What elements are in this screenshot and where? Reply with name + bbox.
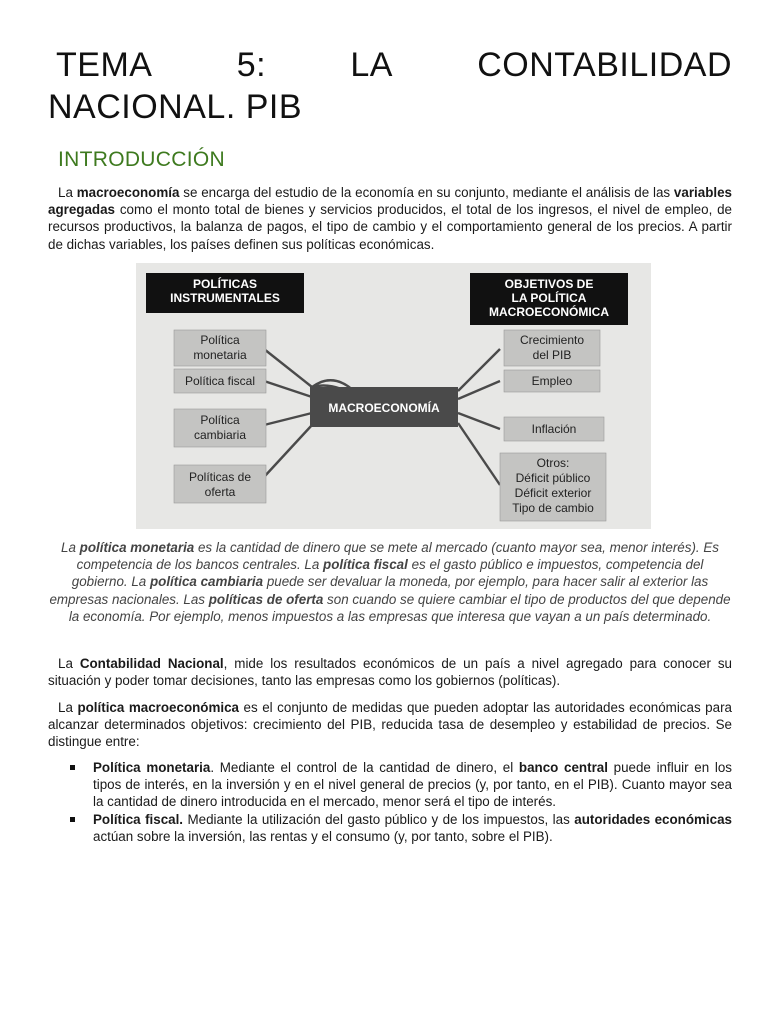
politica-macro-paragraph	[48, 699, 732, 751]
center-label: MACROECONOMÍA	[328, 401, 440, 415]
connector-line	[264, 349, 312, 387]
box-label: Crecimiento	[519, 333, 585, 347]
text-run: puede influir en los tipos de interés, en la inversión y en el nivel general de precios (y, por tanto, en el PIB). Cuanto mayor sea la cantidad de dinero introducida en el mercado, menor será el tipo de interés.	[93, 760, 732, 810]
text-run: se encarga del estudio de la economía en su conjunto, mediante el análisis de las	[179, 185, 674, 200]
list-item	[48, 759, 732, 811]
text-run: La	[58, 185, 77, 200]
bold-term: política fiscal	[323, 557, 408, 573]
text-run: . Mediante el control de la cantidad de dinero, el	[210, 760, 519, 775]
title-word: CONTABILIDAD	[477, 46, 732, 84]
contabilidad-paragraph	[48, 655, 732, 689]
text-run: Mediante la utilización del gasto público y de los impuestos, las	[183, 811, 575, 827]
box-label: Inflación	[531, 422, 577, 436]
bold-term: política cambiaria	[149, 574, 264, 590]
right-header-line: OBJETIVOS DE	[504, 277, 594, 291]
box-label: Política	[200, 333, 240, 347]
bold-term: Política monetaria	[93, 760, 211, 775]
connector-line	[264, 425, 312, 477]
text-run: La	[61, 540, 80, 555]
box-label: Otros:	[536, 456, 570, 470]
title-word: 5:	[236, 46, 267, 84]
box-label: Tipo de cambio	[512, 501, 594, 515]
box-label: monetaria	[193, 348, 247, 362]
title-word: TEMA	[56, 46, 153, 84]
text-run: es el conjunto de medidas que pueden adoptar las autoridades económicas para alcanzar determinados objetivos: crecimiento del PIB, reducida tasa de desempleo y estabilidad de precios. Se distingue entre:	[48, 700, 732, 750]
text-run: La	[58, 656, 80, 671]
intro-paragraph	[48, 184, 732, 253]
right-header-line: LA POLÍTICA	[511, 291, 587, 305]
connector-line	[458, 423, 500, 485]
section-heading-introduccion: INTRODUCCIÓN	[58, 148, 225, 171]
box-label: Déficit público	[515, 471, 591, 485]
connector-line	[458, 413, 500, 429]
text-run: es la cantidad de dinero que se mete al mercado (cuanto mayor sea, menor interés). Es competencia de los bancos centrales. La	[76, 540, 719, 573]
box-label: Políticas de	[188, 470, 252, 484]
diagram-caption	[48, 539, 732, 625]
list-item	[48, 811, 732, 845]
text-run: como el monto total de bienes y servicios producidos, el total de los ingresos, el nivel de empleo, de recursos productivos, la balanza de pagos, el tipo de cambio y el comportamiento general de los precios. A partir de dichas variables, los países definen sus políticas económicas.	[48, 202, 732, 252]
box-label: del PIB	[532, 348, 572, 362]
box-label: Política	[200, 413, 240, 427]
box-label: Empleo	[531, 374, 573, 388]
bold-term: política monetaria	[79, 540, 195, 555]
box-label: Política fiscal	[184, 374, 256, 388]
bullet-icon	[70, 765, 75, 770]
connector-line	[264, 381, 312, 397]
text-run: son cuando se quiere cambiar el tipo de productos del que depende la economía. Por ejemplo, menos impuestos a las empresas que interesa que vayan a un país determinado.	[68, 591, 731, 624]
bold-term: políticas de oferta	[208, 591, 324, 607]
text-run: actúan sobre la inversión, las rentas y el consumo (y, por tanto, sobre el PIB).	[93, 828, 553, 844]
bold-term: macroeconomía	[76, 185, 180, 200]
box-label: cambiaria	[193, 428, 247, 442]
text-run: puede ser devaluar la moneda, por ejemplo, para hacer salir al exterior las empresas nacionales. Las	[49, 574, 709, 607]
bold-term: Política fiscal.	[93, 811, 184, 827]
right-header-line: MACROECONÓMICA	[489, 305, 609, 319]
box-label: Déficit exterior	[514, 486, 592, 500]
macroeconomia-diagram	[136, 263, 651, 529]
title-line-2: NACIONAL. PIB	[48, 88, 303, 126]
bold-term: banco central	[518, 760, 608, 775]
page-title	[48, 44, 732, 128]
text-run: La	[58, 700, 78, 715]
bold-term: política macroeconómica	[77, 700, 239, 715]
text-run: es el gasto público e impuestos, competencia del gobierno. La	[71, 557, 704, 590]
bold-term: Contabilidad Nacional	[79, 656, 224, 671]
diagram-canvas	[136, 263, 651, 529]
text-run: , mide los resultados económicos de un país a nivel agregado para conocer su situación y poder tomar decisiones, tanto las empresas como los gobiernos (políticas).	[48, 656, 733, 689]
left-header-line: INSTRUMENTALES	[170, 291, 280, 305]
bold-term: variables agregadas	[48, 185, 732, 218]
policy-list	[48, 759, 732, 845]
box-label: oferta	[204, 485, 236, 499]
bold-term: autoridades económicas	[574, 811, 732, 827]
connector-line	[264, 413, 312, 425]
title-word: LA	[350, 46, 393, 84]
title-line-1	[48, 44, 732, 86]
left-header-line: POLÍTICAS	[192, 277, 258, 291]
bullet-icon	[70, 817, 75, 822]
